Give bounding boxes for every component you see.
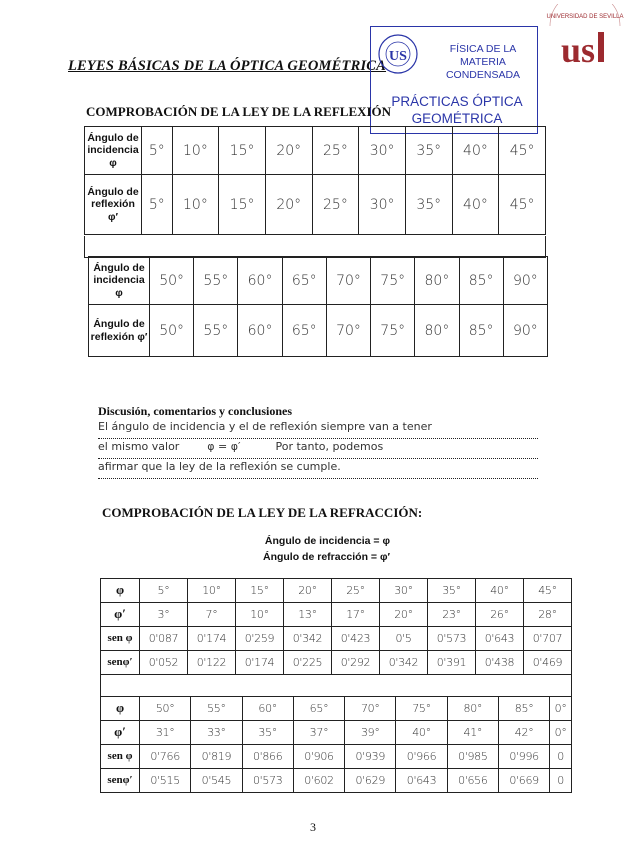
reflection-label: Ángulo de reflexión φ′: [89, 305, 150, 357]
refl-ref-cell: 75°: [371, 305, 415, 357]
stamp-practice: PRÁCTICAS ÓPTICA GEOMÉTRICA: [391, 94, 523, 126]
refl-inc-cell: 75°: [371, 257, 415, 305]
refr-sinp-cell: 0'052: [140, 651, 188, 675]
refl-ref-cell: 90°: [503, 305, 547, 357]
refl-ref-cell: 50°: [150, 305, 194, 357]
refl-inc-cell: 10°: [172, 127, 219, 175]
refr-sin-cell: 0'423: [332, 627, 380, 651]
refr-phi-cell: 70°: [345, 697, 396, 721]
refr-sin-cell: 0'985: [447, 745, 498, 769]
refl-ref-cell: 25°: [312, 175, 359, 235]
refr-phi-cell: 80°: [447, 697, 498, 721]
refr-sinp-cell: 0'515: [140, 769, 191, 793]
refraction-definitions: [250, 533, 390, 565]
phi-prime-label: φ′: [101, 603, 140, 627]
refr-phip-cell: 33°: [191, 721, 242, 745]
table-separator-row: [84, 236, 546, 258]
refr-phip-cell: 17°: [332, 603, 380, 627]
refr-sinp-cell: 0'292: [332, 651, 380, 675]
refr-sin-cell: 0'766: [140, 745, 191, 769]
refr-sin-cell: 0'939: [345, 745, 396, 769]
refr-phip-cell: 39°: [345, 721, 396, 745]
refr-phi-cell: 20°: [284, 579, 332, 603]
refl-ref-cell: 40°: [452, 175, 499, 235]
refr-sin-cell: 0'643: [476, 627, 524, 651]
refr-phi-cell: 10°: [188, 579, 236, 603]
refl-ref-cell: 35°: [405, 175, 452, 235]
refr-phip-cell: 23°: [428, 603, 476, 627]
refr-phip-cell: 37°: [293, 721, 344, 745]
incidence-label: Ángulo de incidencia φ: [89, 257, 150, 305]
discussion-line: El ángulo de incidencia y el de reflexión siempre van a tener: [98, 420, 538, 439]
phi-label: φ: [101, 579, 140, 603]
refr-phi-cell: 35°: [428, 579, 476, 603]
refraction-definition: Ángulo de refracción = φ′: [262, 551, 390, 563]
phi-label: φ: [101, 697, 140, 721]
refr-sin-cell: 0'819: [191, 745, 242, 769]
refl-inc-cell: 45°: [499, 127, 546, 175]
refr-sinp-cell: 0'602: [293, 769, 344, 793]
refr-phi-cell: 55°: [191, 697, 242, 721]
refr-phi-cell: 30°: [380, 579, 428, 603]
refr-sin-cell: 0'573: [428, 627, 476, 651]
refr-phi-cell: 75°: [396, 697, 447, 721]
refr-sinp-cell: 0'573: [242, 769, 293, 793]
refl-ref-cell: 5°: [142, 175, 173, 235]
refr-phip-cell: 20°: [380, 603, 428, 627]
refr-sin-cell: 0'174: [188, 627, 236, 651]
refr-sinp-cell: 0'656: [447, 769, 498, 793]
university-logo-icon: [540, 4, 630, 78]
sin-phi-label: sen φ: [101, 745, 140, 769]
reflection-label: Ángulo de reflexión φ′: [85, 175, 142, 235]
refr-phi-cell: 25°: [332, 579, 380, 603]
refr-sin-cell: 0'087: [140, 627, 188, 651]
refl-inc-cell: 50°: [150, 257, 194, 305]
incidence-label: Ángulo de incidencia φ: [85, 127, 142, 175]
refl-ref-cell: 20°: [265, 175, 312, 235]
refl-inc-cell: 90°: [503, 257, 547, 305]
refr-sinp-cell: 0'225: [284, 651, 332, 675]
refl-inc-cell: 20°: [265, 127, 312, 175]
refr-phip-cell: 10°: [236, 603, 284, 627]
refr-phip-cell: 0°: [550, 721, 572, 745]
reflection-table-1: [84, 126, 546, 235]
refr-sin-cell: 0'866: [242, 745, 293, 769]
sin-phi-prime-label: senφ′: [101, 769, 140, 793]
refr-sin-cell: 0: [550, 745, 572, 769]
refl-inc-cell: 60°: [238, 257, 282, 305]
refr-phip-cell: 35°: [242, 721, 293, 745]
page-title: LEYES BÁSICAS DE LA ÓPTICA GEOMÉTRICA: [68, 58, 387, 74]
refl-inc-cell: 30°: [359, 127, 406, 175]
refl-inc-cell: 35°: [405, 127, 452, 175]
sin-phi-prime-label: senφ′: [101, 651, 140, 675]
refl-ref-cell: 15°: [219, 175, 266, 235]
refr-sin-cell: 0'707: [524, 627, 572, 651]
refl-inc-cell: 80°: [415, 257, 459, 305]
refl-inc-cell: 55°: [194, 257, 238, 305]
refl-ref-cell: 70°: [326, 305, 370, 357]
refr-sinp-cell: 0'629: [345, 769, 396, 793]
refl-ref-cell: 45°: [499, 175, 546, 235]
svg-text:UNIVERSIDAD DE SEVILLA: UNIVERSIDAD DE SEVILLA: [546, 14, 624, 20]
incidence-definition: Ángulo de incidencia = φ: [264, 535, 390, 547]
refraction-table-1: [100, 578, 572, 675]
university-seal-icon: [377, 33, 419, 75]
refl-inc-cell: 65°: [282, 257, 326, 305]
department-stamp: [370, 26, 538, 134]
refr-sinp-cell: 0'469: [524, 651, 572, 675]
page-number: 3: [310, 820, 316, 834]
refr-sin-cell: 0'996: [498, 745, 549, 769]
refl-inc-cell: 15°: [219, 127, 266, 175]
refr-phi-cell: 40°: [476, 579, 524, 603]
svg-text:US: US: [389, 49, 407, 64]
table-separator-row: [100, 674, 572, 696]
refr-phi-cell: 45°: [524, 579, 572, 603]
refr-phip-cell: 7°: [188, 603, 236, 627]
refr-phi-cell: 85°: [498, 697, 549, 721]
refr-sinp-cell: 0'643: [396, 769, 447, 793]
discussion-line: afirmar que la ley de la reflexión se cumple.: [98, 460, 538, 479]
refl-ref-cell: 65°: [282, 305, 326, 357]
refl-ref-cell: 85°: [459, 305, 503, 357]
refl-inc-cell: 85°: [459, 257, 503, 305]
refraction-section-title: COMPROBACIÓN DE LA LEY DE LA REFRACCIÓN:: [102, 505, 423, 520]
reflection-table-2: [88, 256, 548, 357]
sin-phi-label: sen φ: [101, 627, 140, 651]
refr-sin-cell: 0'966: [396, 745, 447, 769]
refr-phip-cell: 40°: [396, 721, 447, 745]
refr-phip-cell: 31°: [140, 721, 191, 745]
refl-inc-cell: 5°: [142, 127, 173, 175]
refr-sinp-cell: 0'391: [428, 651, 476, 675]
refr-sinp-cell: 0: [550, 769, 572, 793]
refl-ref-cell: 55°: [194, 305, 238, 357]
refr-sin-cell: 0'5: [380, 627, 428, 651]
refr-phi-cell: 50°: [140, 697, 191, 721]
refr-phip-cell: 41°: [447, 721, 498, 745]
refl-inc-cell: 40°: [452, 127, 499, 175]
refl-ref-cell: 80°: [415, 305, 459, 357]
refr-sinp-cell: 0'669: [498, 769, 549, 793]
discussion-line: el mismo valor φ = φ′ Por tanto, podemos: [98, 440, 538, 459]
refr-sinp-cell: 0'545: [191, 769, 242, 793]
refr-phip-cell: 3°: [140, 603, 188, 627]
refr-phip-cell: 13°: [284, 603, 332, 627]
refr-sin-cell: 0'259: [236, 627, 284, 651]
refr-sin-cell: 0'342: [284, 627, 332, 651]
refraction-table-2: [100, 696, 572, 793]
refl-ref-cell: 10°: [172, 175, 219, 235]
refr-sinp-cell: 0'342: [380, 651, 428, 675]
refr-sinp-cell: 0'438: [476, 651, 524, 675]
refl-ref-cell: 60°: [238, 305, 282, 357]
refr-phi-cell: 0°: [550, 697, 572, 721]
refl-ref-cell: 30°: [359, 175, 406, 235]
refr-phi-cell: 15°: [236, 579, 284, 603]
refr-phip-cell: 28°: [524, 603, 572, 627]
refl-inc-cell: 25°: [312, 127, 359, 175]
phi-prime-label: φ′: [101, 721, 140, 745]
refr-phip-cell: 26°: [476, 603, 524, 627]
svg-text:us: us: [560, 30, 596, 70]
refr-phi-cell: 5°: [140, 579, 188, 603]
refr-sin-cell: 0'906: [293, 745, 344, 769]
refl-inc-cell: 70°: [326, 257, 370, 305]
reflection-section-title: COMPROBACIÓN DE LA LEY DE LA REFLEXIÓN: [86, 104, 392, 119]
refr-phip-cell: 42°: [498, 721, 549, 745]
stamp-department: FÍSICA DE LA MATERIA CONDENSADA: [445, 43, 521, 81]
refr-phi-cell: 60°: [242, 697, 293, 721]
refr-phi-cell: 65°: [293, 697, 344, 721]
refr-sinp-cell: 0'174: [236, 651, 284, 675]
discussion-title: Discusión, comentarios y conclusiones: [98, 404, 293, 418]
refr-sinp-cell: 0'122: [188, 651, 236, 675]
